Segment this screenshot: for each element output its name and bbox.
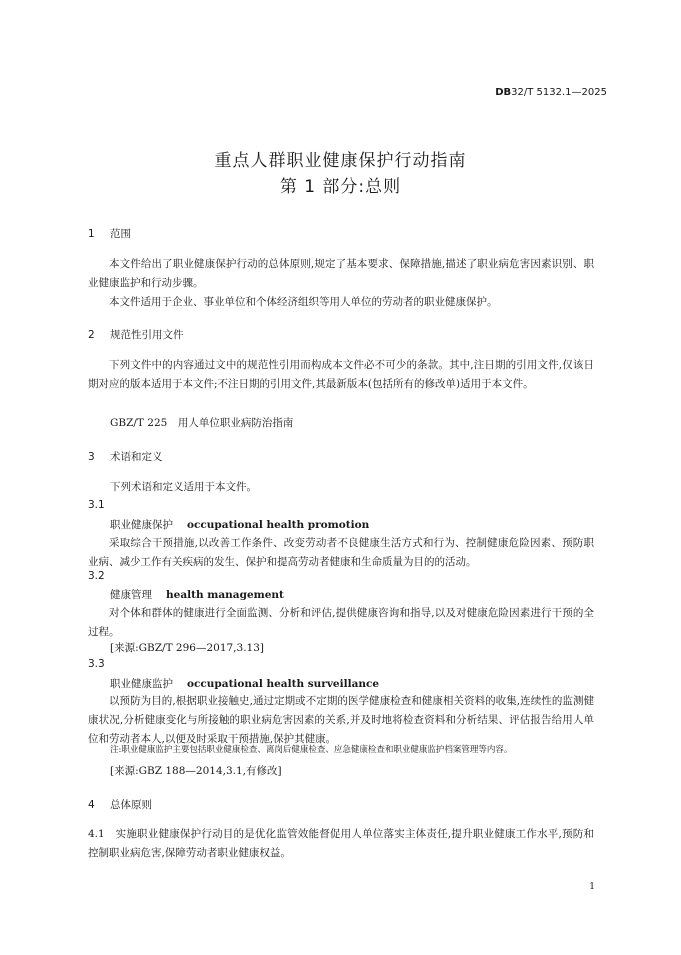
term-chinese: 职业健康保护 [110,519,173,531]
term-english: health management [166,589,284,601]
term-definition: 采取综合干预措施,以改善工作条件、改变劳动者不良健康生活方式和行为、控制健康危险因素、预防职业病、减少工作有关疾病的发生、保护和提高劳动者健康和生命质量为目的的活动。 [88,537,594,568]
term-note: 注:职业健康监护主要包括职业健康检查、离岗后健康检查、应急健康检查和职业健康监护档案管理等内容。 [110,745,513,755]
section-title: 范围 [110,228,131,240]
section-1-heading [88,226,131,241]
term-number: 3.1 [88,499,105,511]
section-number: 2 [88,329,95,341]
section-title: 总体原则 [110,799,152,811]
section-title: 术语和定义 [110,451,163,463]
clause-4-1: 4.1 实施职业健康保护行动目的是优化监管效能督促用人单位落实主体责任,提升职业健康工作水平,预防和控制职业病危害,保障劳动者职业健康权益。 [88,828,594,859]
section-number: 1 [88,228,95,240]
term-english: occupational health surveillance [187,678,380,690]
term-heading [110,587,284,602]
document-subtitle: 第 1 部分:总则 [279,177,402,197]
term-chinese: 职业健康监护 [110,678,173,690]
term-definition: 对个体和群体的健康进行全面监测、分析和评估,提供健康咨询和指导,以及对健康危险因素进行干预的全过程。 [88,607,594,638]
term-number: 3.3 [88,658,105,670]
standard-prefix: DB [495,87,512,98]
section-1-paragraph-2: 本文件适用于企业、事业单位和个体经济组织等用人单位的劳动者的职业健康保护。 [109,296,498,308]
section-4-heading [88,797,152,812]
normative-reference: GBZ/T 225 用人单位职业病防治指南 [110,417,294,429]
standard-code: 32/T 5132.1—2025 [511,87,607,98]
term-definition: 以预防为目的,根据职业接触史,通过定期或不定期的医学健康检查和健康相关资料的收集,连续性的监测健康状况,分析健康变化与所接触的职业病危害因素的关系,并及时地将检查资料和分析结果、评估报告给用人单位和劳动者本人,以便及时采取干预措施,保护其健康。 [88,695,594,745]
section-1-paragraph-1: 本文件给出了职业健康保护行动的总体原则,规定了基本要求、保障措施,描述了职业病危害因素识别、职业健康监护和行动步骤。 [88,258,594,289]
section-3-heading [88,449,163,464]
section-title: 规范性引用文件 [110,329,184,341]
section-number: 4 [88,799,95,811]
section-2-paragraph-1: 下列文件中的内容通过文中的规范性引用而构成本文件必不可少的条款。其中,注日期的引用文件,仅该日期对应的版本适用于本文件;不注日期的引用文件,其最新版本(包括所有的修改单)适用于本文件。 [88,359,594,390]
standard-number [495,87,607,98]
term-source: [来源:GBZ 188—2014,3.1,有修改] [110,765,282,777]
term-source: [来源:GBZ/T 296—2017,3.13] [110,642,264,654]
term-heading [110,676,379,691]
page-number: 1 [589,882,595,892]
section-number: 3 [88,451,95,463]
term-chinese: 健康管理 [110,589,152,601]
term-english: occupational health promotion [187,519,370,531]
section-2-heading [88,327,184,342]
document-title: 重点人群职业健康保护行动指南 [214,151,467,171]
term-heading [110,517,369,532]
term-number: 3.2 [88,570,105,582]
section-3-intro: 下列术语和定义适用于本文件。 [110,481,257,493]
